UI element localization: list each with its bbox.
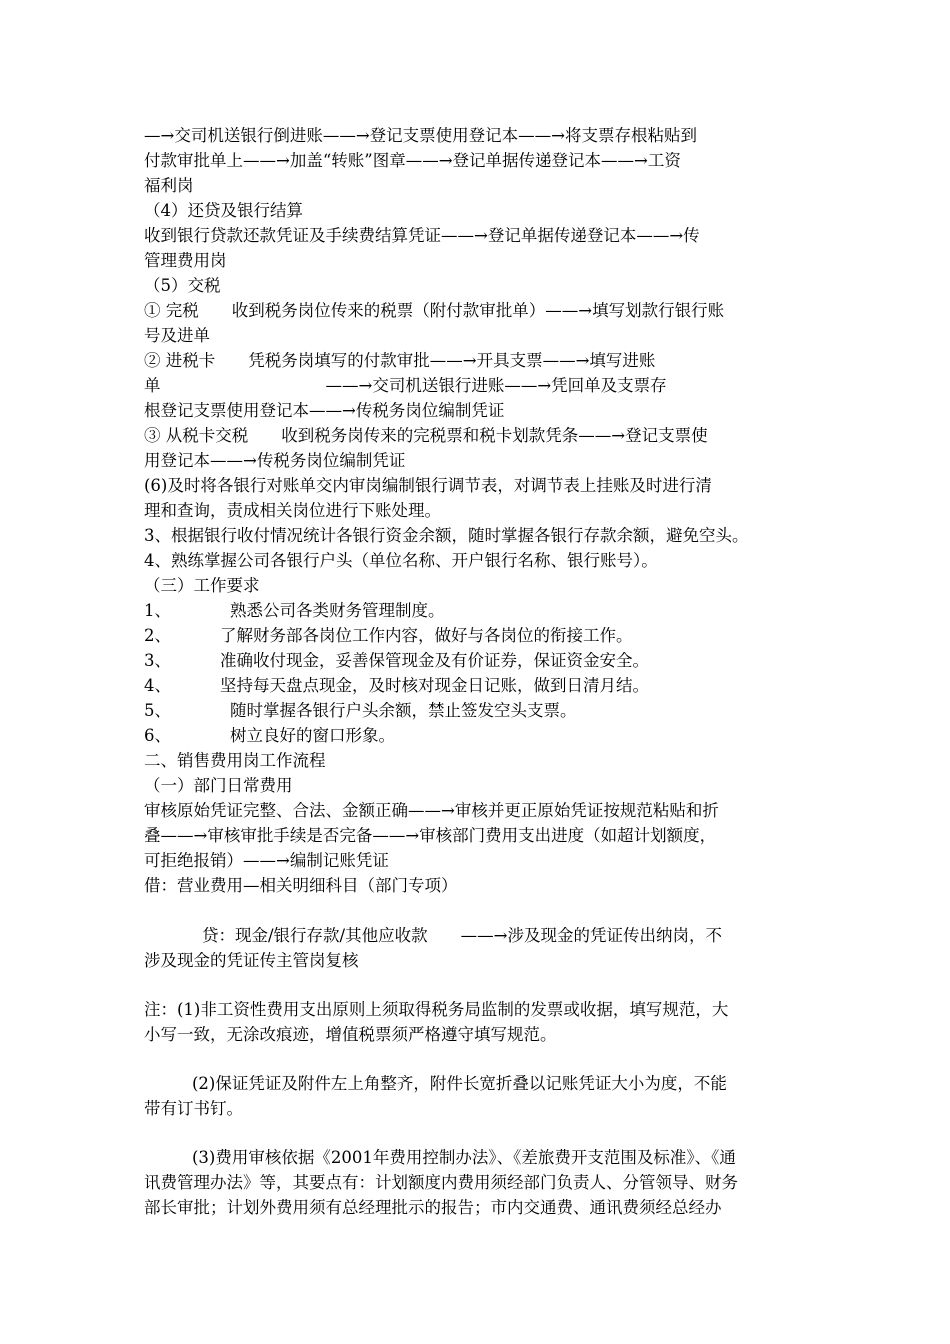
text-line: 审核原始凭证完整、合法、金额正确——→审核并更正原始凭证按规范粘贴和折 bbox=[144, 801, 719, 820]
text-line: 借：营业费用—相关明细科目（部门专项） bbox=[144, 876, 458, 895]
text-line: (6)及时将各银行对账单交内审岗编制银行调节表，对调节表上挂账及时进行清 bbox=[144, 476, 712, 495]
text-line: 用登记本——→传税务岗位编制凭证 bbox=[144, 451, 406, 470]
requirement-item bbox=[144, 699, 577, 723]
section-heading: （三）工作要求 bbox=[144, 576, 260, 595]
section-heading: （5）交税 bbox=[144, 276, 221, 295]
section-heading: （4）还贷及银行结算 bbox=[144, 201, 303, 220]
text-line: 单 ——→交司机送银行进账——→凭回单及支票存 bbox=[144, 376, 667, 395]
requirement-text: 熟悉公司各类财务管理制度。 bbox=[230, 601, 445, 620]
requirement-number: 6、 bbox=[144, 726, 171, 745]
text-line: 3、根据银行收付情况统计各银行资金余额，随时掌握各银行存款余额，避免空头。 bbox=[144, 526, 749, 545]
text-line: 理和查询，责成相关岗位进行下账处理。 bbox=[144, 501, 441, 520]
text-line: 涉及现金的凭证传主管岗复核 bbox=[144, 951, 359, 970]
text-line: 注：(1)非工资性费用支出原则上须取得税务局监制的发票或收据，填写规范，大 bbox=[144, 1000, 729, 1019]
text-line: 带有订书钉。 bbox=[144, 1099, 243, 1118]
text-line: 叠——→审核审批手续是否完备——→审核部门费用支出进度（如超计划额度， bbox=[144, 826, 717, 845]
requirement-number: 3、 bbox=[144, 651, 171, 670]
requirement-item bbox=[144, 674, 649, 698]
text-line: 部长审批；计划外费用须有总经理批示的报告；市内交通费、通讯费须经总经办 bbox=[144, 1198, 722, 1217]
text-line: 管理费用岗 bbox=[144, 251, 227, 270]
text-line: 贷：现金/银行存款/其他应收款 ——→涉及现金的凭证传出纳岗，不 bbox=[202, 926, 722, 945]
requirement-text: 准确收付现金，妥善保管现金及有价证券，保证资金安全。 bbox=[220, 651, 649, 670]
requirement-number: 1、 bbox=[144, 601, 171, 620]
text-line: 根登记支票使用登记本——→传税务岗位编制凭证 bbox=[144, 401, 505, 420]
text-line: 讯费管理办法》等，其要点有：计划额度内费用须经部门负责人、分管领导、财务 bbox=[144, 1173, 738, 1192]
text-line: 福利岗 bbox=[144, 176, 194, 195]
requirement-number: 5、 bbox=[144, 701, 171, 720]
text-line: ① 完税 收到税务岗位传来的税票（附付款审批单）——→填写划款行银行账 bbox=[144, 301, 725, 320]
text-line: 4、熟练掌握公司各银行户头（单位名称、开户银行名称、银行账号）。 bbox=[144, 551, 658, 570]
requirement-number: 2、 bbox=[144, 626, 171, 645]
text-line: 收到银行贷款还款凭证及手续费结算凭证——→登记单据传递登记本——→传 bbox=[144, 226, 700, 245]
requirement-text: 树立良好的窗口形象。 bbox=[230, 726, 395, 745]
text-line: —→交司机送银行倒进账——→登记支票使用登记本——→将支票存根粘贴到 bbox=[144, 126, 697, 145]
requirement-text: 坚持每天盘点现金，及时核对现金日记账，做到日清月结。 bbox=[220, 676, 649, 695]
text-line: 可拒绝报销）——→编制记账凭证 bbox=[144, 851, 389, 870]
requirement-item bbox=[144, 649, 649, 673]
section-heading: 二、销售费用岗工作流程 bbox=[144, 751, 326, 770]
text-line: 付款审批单上——→加盖“转账”图章——→登记单据传递登记本——→工资 bbox=[144, 151, 681, 170]
text-line: ② 进税卡 凭税务岗填写的付款审批——→开具支票——→填写进账 bbox=[144, 351, 656, 370]
requirement-item bbox=[144, 599, 445, 623]
text-line: (3)费用审核依据《2001年费用控制办法》、《差旅费开支范围及标准》、《通 bbox=[192, 1148, 736, 1167]
requirement-item bbox=[144, 724, 395, 748]
text-line: 号及进单 bbox=[144, 326, 210, 345]
text-line: ③ 从税卡交税 收到税务岗传来的完税票和税卡划款凭条——→登记支票使 bbox=[144, 426, 708, 445]
text-line: (2)保证凭证及附件左上角整齐，附件长宽折叠以记账凭证大小为度，不能 bbox=[192, 1074, 727, 1093]
text-line: 小写一致，无涂改痕迹，增值税票须严格遵守填写规范。 bbox=[144, 1025, 557, 1044]
requirement-text: 了解财务部各岗位工作内容，做好与各岗位的衔接工作。 bbox=[220, 626, 633, 645]
requirement-number: 4、 bbox=[144, 676, 171, 695]
requirement-item bbox=[144, 624, 633, 648]
requirement-text: 随时掌握各银行户头余额，禁止签发空头支票。 bbox=[230, 701, 577, 720]
section-heading: （一）部门日常费用 bbox=[144, 776, 293, 795]
